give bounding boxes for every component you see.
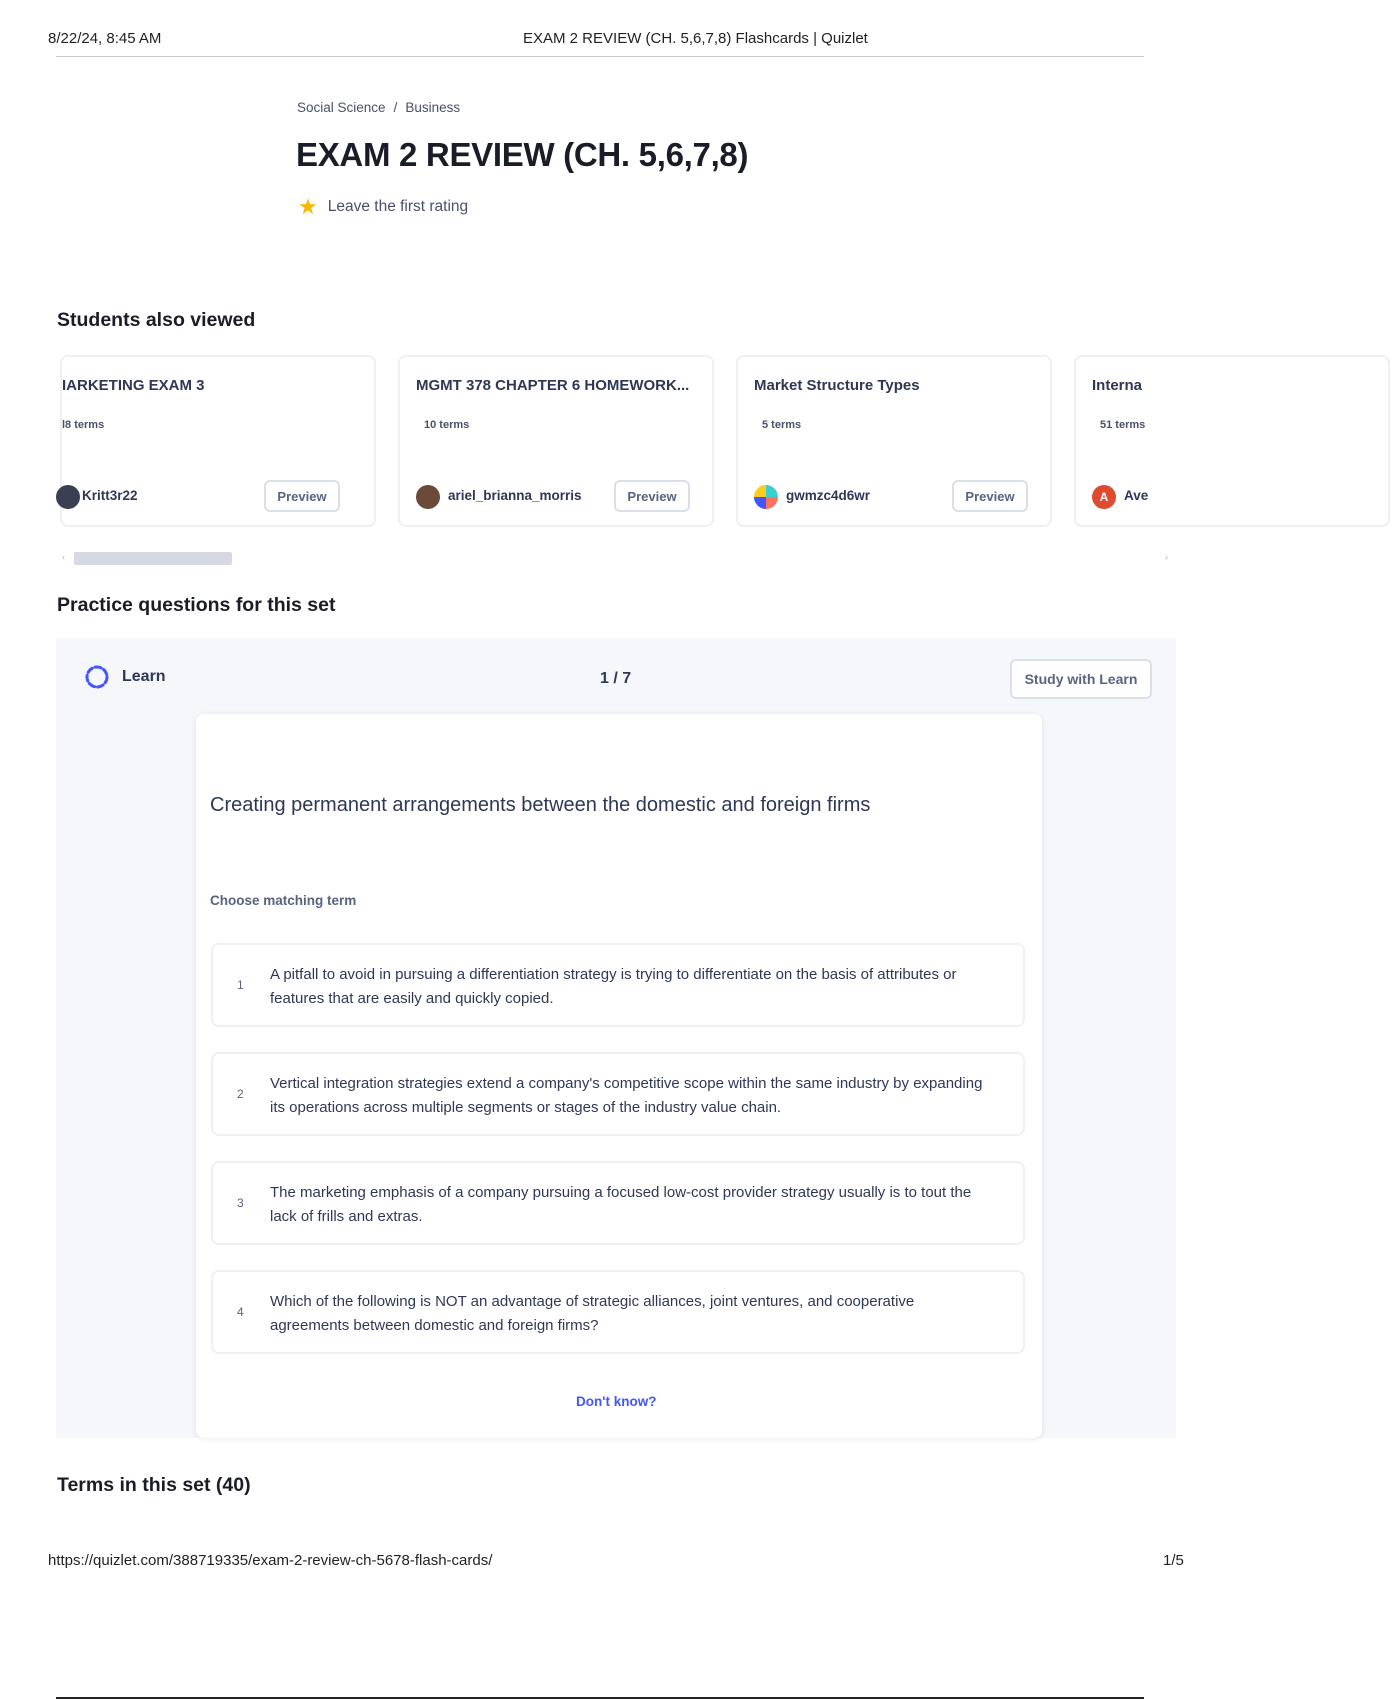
answer-option[interactable] [211, 1052, 1025, 1136]
answer-option[interactable] [211, 1270, 1025, 1354]
rating-prompt[interactable] [298, 196, 468, 218]
option-number: 1 [237, 978, 244, 992]
breadcrumb [297, 100, 460, 115]
option-text: Which of the following is NOT an advantage of strategic alliances, joint ventures, and cooperative agreements between domestic and foreign firms? [270, 1293, 915, 1334]
option-text: A pitfall to avoid in pursuing a differentiation strategy is trying to differentiate on the basis of attributes or features that are easily and quickly copied. [270, 966, 957, 1007]
set-card[interactable] [398, 355, 714, 527]
students-also-viewed-heading: Students also viewed [57, 309, 256, 331]
option-text: The marketing emphasis of a company pursuing a focused low-cost provider strategy usually is to tout the lack of frills and extras. [270, 1184, 972, 1225]
print-date: 8/22/24, 8:45 AM [48, 30, 162, 47]
set-card-terms: 5 terms [762, 419, 802, 431]
set-card-user[interactable]: Kritt3r22 [82, 488, 138, 503]
answer-option[interactable] [211, 943, 1025, 1027]
terms-in-set-heading: Terms in this set (40) [57, 1474, 251, 1496]
breadcrumb-link-business[interactable]: Business [405, 100, 461, 115]
preview-button[interactable]: Preview [264, 480, 340, 512]
study-with-learn-button[interactable]: Study with Learn [1010, 659, 1152, 699]
learn-mode-indicator [84, 664, 166, 690]
set-card-title: Interna [1092, 377, 1143, 394]
answer-option[interactable] [211, 1161, 1025, 1245]
header-divider [56, 56, 1144, 57]
set-card-terms: 51 terms [1100, 419, 1146, 431]
option-text: Vertical integration strategies extend a company's competitive scope within the same industry by expanding its operations across multiple segments or stages of the industry value chain. [270, 1075, 983, 1116]
preview-button[interactable]: Preview [952, 480, 1028, 512]
set-card-user[interactable]: gwmzc4d6wr [786, 488, 871, 503]
rating-text: Leave the first rating [327, 198, 469, 215]
scroll-left-icon[interactable]: ‹ [62, 552, 65, 562]
breadcrumb-link-social-science[interactable]: Social Science [297, 100, 386, 115]
set-card-terms: l8 terms [62, 419, 105, 431]
breadcrumb-separator: / [393, 100, 398, 115]
learn-icon [84, 664, 110, 690]
set-card-title: IARKETING EXAM 3 [62, 377, 205, 394]
set-card-user[interactable]: Ave [1124, 488, 1149, 503]
scroll-right-icon[interactable]: › [1165, 552, 1168, 562]
option-number: 3 [237, 1196, 244, 1210]
learn-label: Learn [122, 668, 166, 685]
avatar [754, 485, 778, 509]
set-card[interactable] [1074, 355, 1390, 527]
avatar [56, 485, 80, 509]
print-title: EXAM 2 REVIEW (CH. 5,6,7,8) Flashcards | Quizlet [523, 30, 868, 47]
set-card-terms: 10 terms [424, 419, 470, 431]
set-card-title: Market Structure Types [754, 377, 920, 394]
avatar [416, 485, 440, 509]
question-prompt: Creating permanent arrangements between the domestic and foreign firms [210, 794, 871, 816]
page-bottom-divider [56, 1697, 1144, 1699]
page-title: EXAM 2 REVIEW (CH. 5,6,7,8) [296, 136, 749, 173]
avatar: A [1092, 485, 1116, 509]
print-url: https://quizlet.com/388719335/exam-2-review-ch-5678-flash-cards/ [48, 1552, 493, 1569]
set-card[interactable] [60, 355, 376, 527]
print-page-number: 1/5 [1163, 1552, 1184, 1569]
star-icon: ★ [298, 194, 318, 219]
set-card[interactable] [736, 355, 1052, 527]
dont-know-link[interactable]: Don't know? [576, 1394, 657, 1409]
option-number: 4 [237, 1305, 244, 1319]
question-progress: 1 / 7 [600, 670, 632, 687]
option-number: 2 [237, 1087, 244, 1101]
preview-button[interactable]: Preview [614, 480, 690, 512]
set-card-title: MGMT 378 CHAPTER 6 HOMEWORK... [416, 377, 690, 394]
practice-questions-heading: Practice questions for this set [57, 594, 336, 616]
carousel-scrollbar[interactable] [74, 552, 232, 565]
set-card-user[interactable]: ariel_brianna_morris [448, 488, 582, 503]
choose-matching-term-label: Choose matching term [210, 893, 357, 908]
students-also-viewed-carousel [62, 355, 1149, 535]
